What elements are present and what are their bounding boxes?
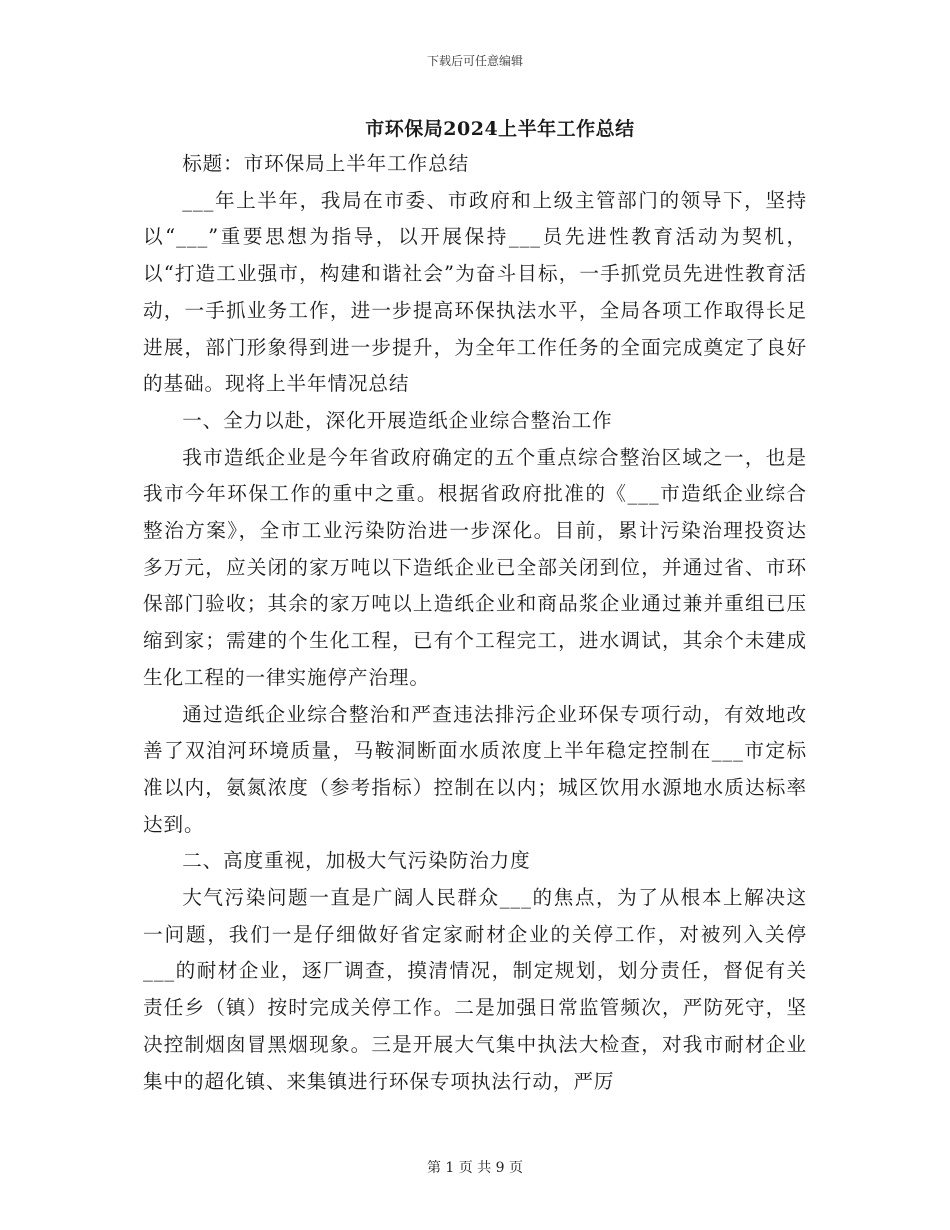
body-paragraph: 大气污染问题一直是广阔人民群众___的焦点，为了从根本上解决这一问题，我们一是仔细做好省定家耐材企业的关停工作，对被列入关停___的耐材企业，逐厂调查，摸清情况，制定规划，划分责任，督促有关责任乡（镇）按时完成关停工作。二是加强日常监管频次，严防死守，坚决控制烟囱冒黑烟现象。三是开展大气集中执法大检查，对我市耐材企业集中的超化镇、来集镇进行环保专项执法行动，严厉 xyxy=(143,886,807,1093)
document-body xyxy=(143,146,807,1100)
section-heading-2: 二、高度重视，加极大气污染防治力度 xyxy=(182,849,531,873)
body-paragraph: 通过造纸企业综合整治和严查违法排污企业环保专项行动，有效地改善了双洎河环境质量，马鞍洞断面水质浓度上半年稳定控制在___市定标准以内，氨氮浓度（参考指标）控制在以内；城区饮用水源地水质达标率达到。 xyxy=(143,702,807,836)
intro-paragraph: ___年上半年，我局在市委、市政府和上级主管部门的领导下，坚持以“___”重要思想为指导，以开展保持___员先进性教育活动为契机，以“打造工业强市，构建和谐社会”为奋斗目标，一手抓党员先进性教育活动，一手抓业务工作，进一步提高环保执法水平，全局各项工作取得长足进展，部门形象得到进一步提升，为全年工作任务的全面完成奠定了良好的基础。现将上半年情况总结 xyxy=(143,188,807,396)
subject-line: 标题：市环保局上半年工作总结 xyxy=(182,152,470,175)
section-heading-1: 一、全力以赴，深化开展造纸企业综合整治工作 xyxy=(182,408,613,432)
body-paragraph: 我市造纸企业是今年省政府确定的五个重点综合整治区域之一，也是我市今年环保工作的重中之重。根据省政府批准的《___市造纸企业综合整治方案》，全市工业污染防治进一步深化。目前，累计污染治理投资达多万元，应关闭的家万吨以下造纸企业已全部关闭到位，并通过省、市环保部门验收；其余的家万吨以上造纸企业和商品浆企业通过兼并重组已压缩到家；需建的个生化工程，已有个工程完工，进水调试，其余个未建成生化工程的一律实施停产治理。 xyxy=(143,445,807,689)
page-number-footer: 第 1 页 共 9 页 xyxy=(426,1160,524,1176)
document-title: 市环保局2024上半年工作总结 xyxy=(365,118,635,140)
page-header-note: 下载后可任意编辑 xyxy=(426,54,523,68)
